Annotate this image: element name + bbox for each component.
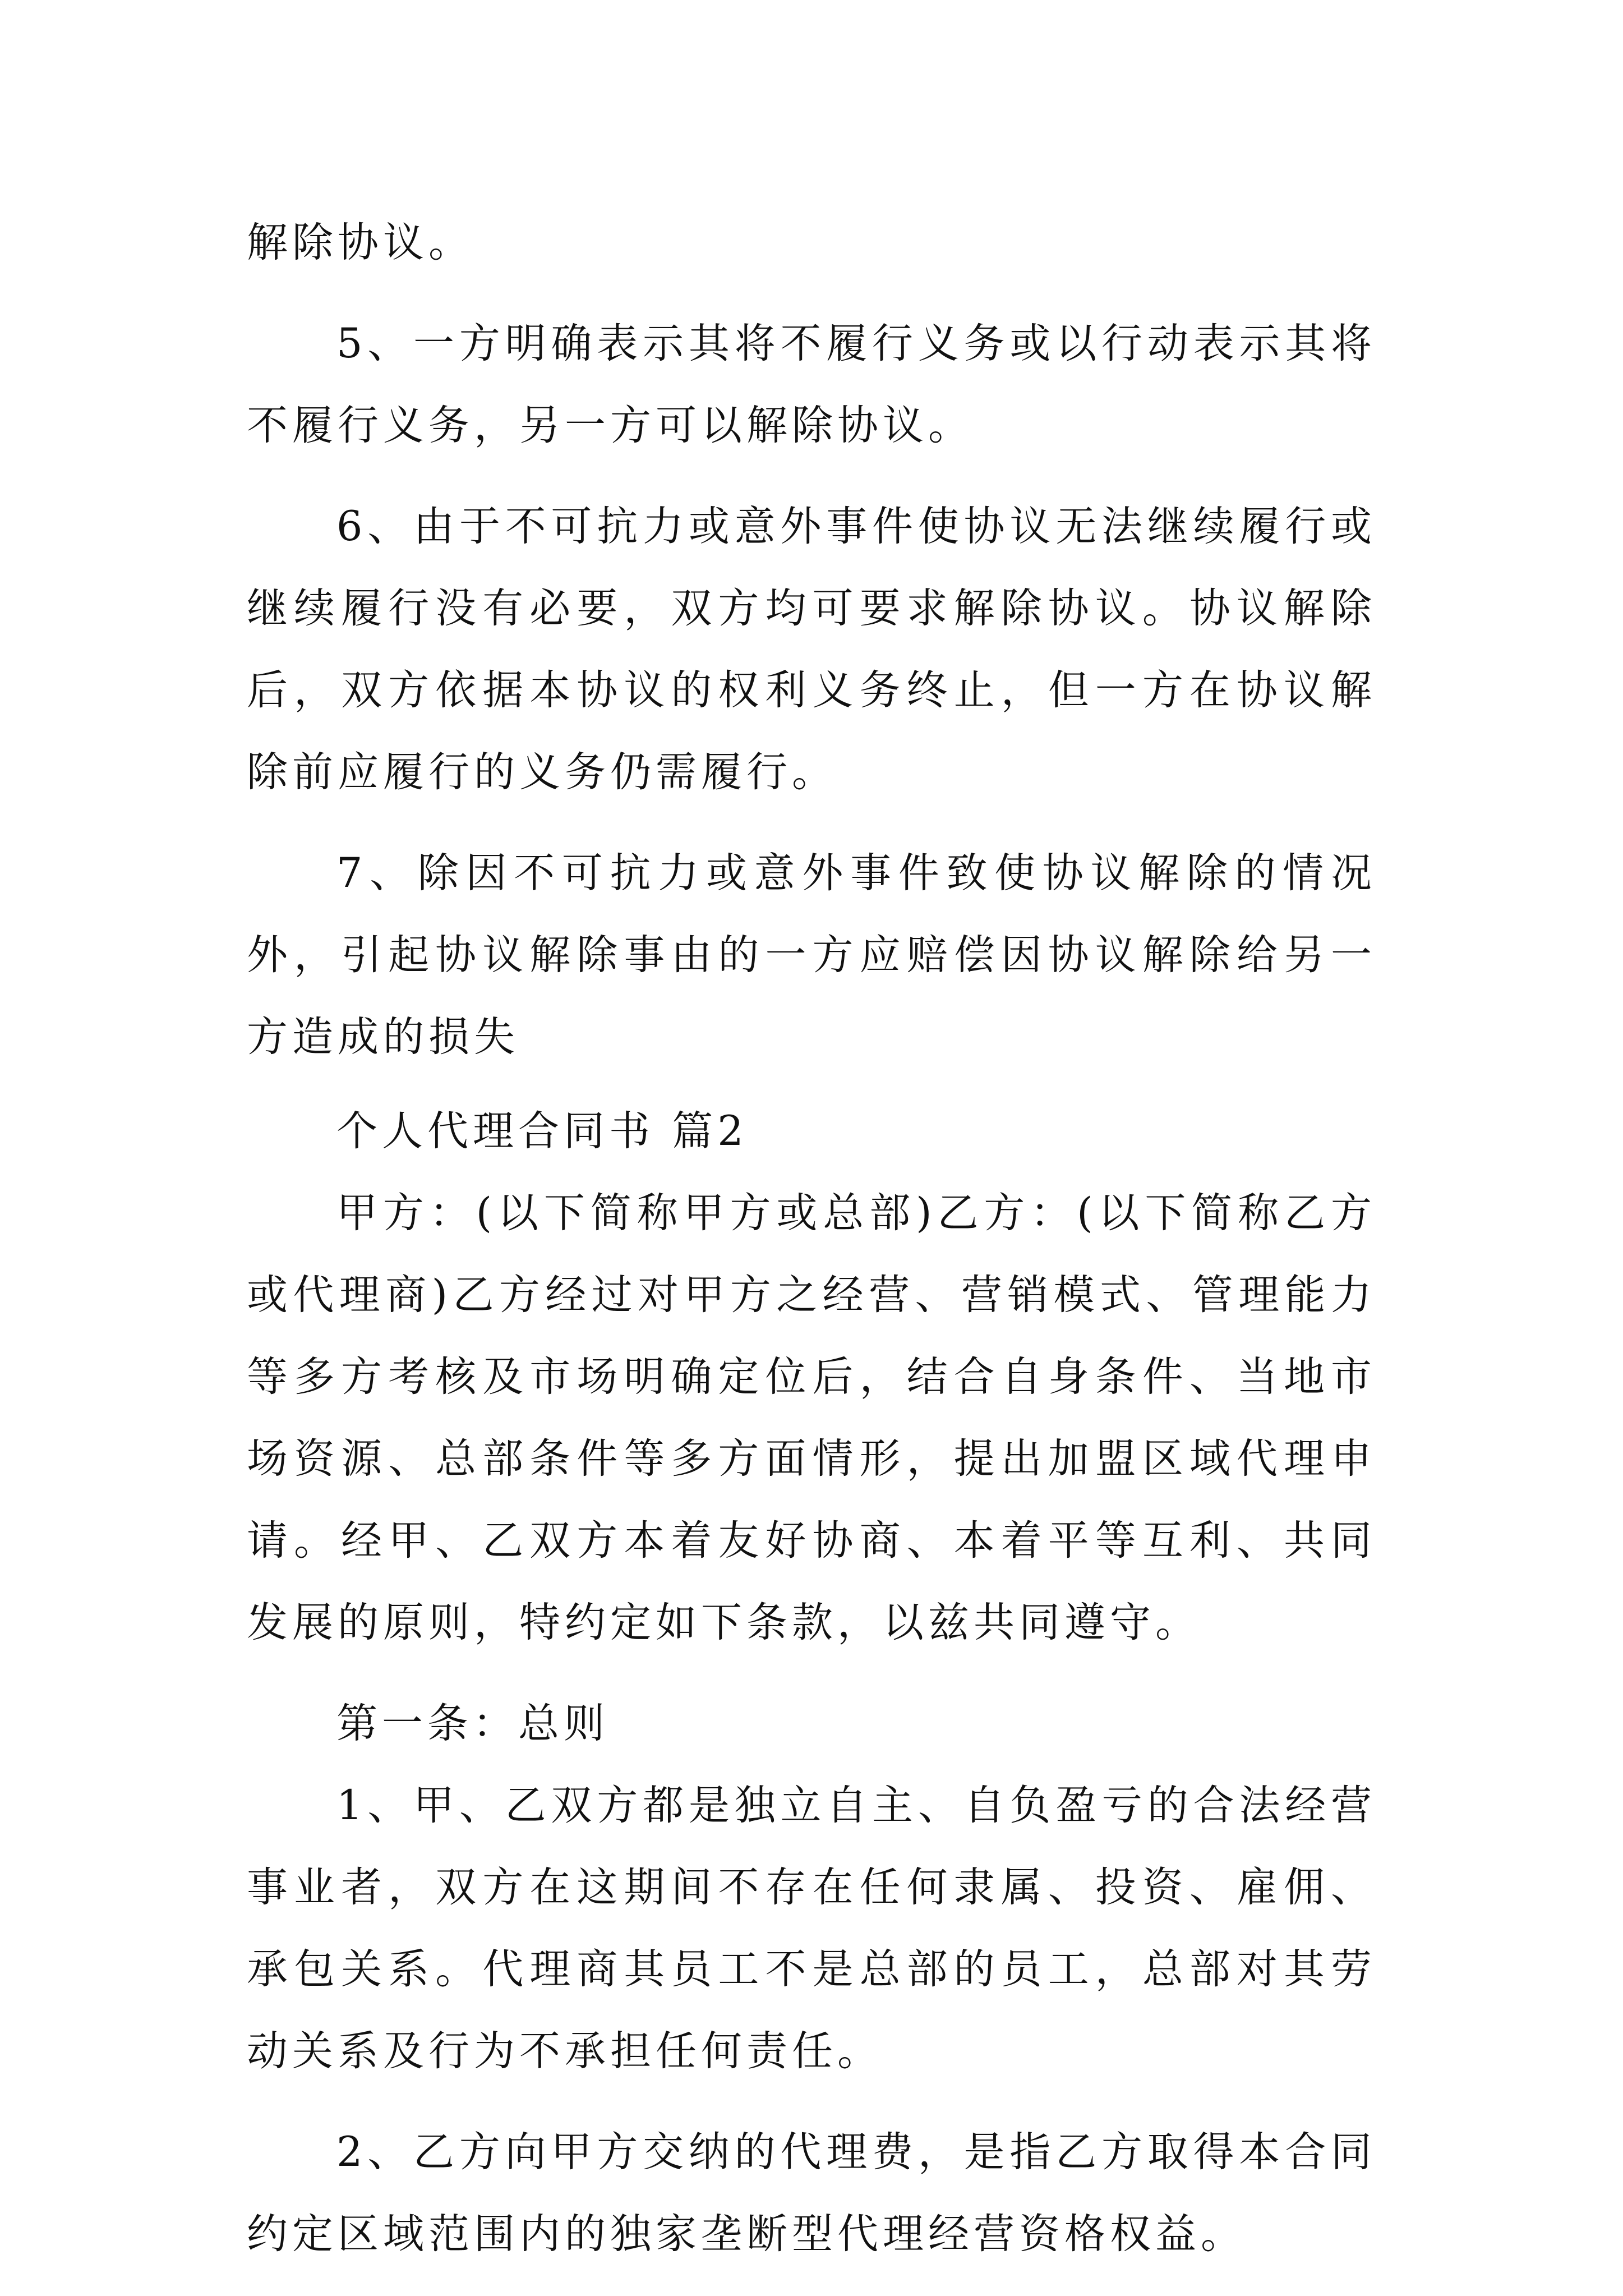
paragraph-parties-intro: 甲方：(以下简称甲方或总部)乙方：(以下简称乙方或代理商)乙方经过对甲方之经营、营销模式、管理能力等多方考核及市场明确定位后，结合自身条件、当地市场资源、总部条件等多方面情形，提出加盟区域代理申请。经甲、乙双方本着友好协商、本着平等互利、共同发展的原则，特约定如下条款，以兹共同遵守。 [247, 1189, 1376, 1646]
paragraph-clause-5: 5、一方明确表示其将不履行义务或以行动表示其将不履行义务，另一方可以解除协议。 [247, 320, 1376, 449]
paragraph-clause-7: 7、除因不可抗力或意外事件致使协议解除的情况外，引起协议解除事由的一方应赔偿因协议解除给另一方造成的损失 [247, 849, 1376, 1061]
section-heading-contract-2: 个人代理合同书 篇2 [336, 1107, 748, 1155]
paragraph-termination-end: 解除协议。 [247, 219, 474, 266]
paragraph-clause-6: 6、由于不可抗力或意外事件使协议无法继续履行或继续履行没有必要，双方均可要求解除协议。协议解除后，双方依据本协议的权利义务终止，但一方在协议解除前应履行的义务仍需履行。 [247, 503, 1376, 796]
paragraph-general-1: 1、甲、乙双方都是独立自主、自负盈亏的合法经营事业者，双方在这期间不存在任何隶属、投资、雇佣、承包关系。代理商其员工不是总部的员工，总部对其劳动关系及行为不承担任何责任。 [247, 1782, 1376, 2075]
paragraph-general-2: 2、乙方向甲方交纳的代理费，是指乙方取得本合同约定区域范围内的独家垄断型代理经营资格权益。 [247, 2128, 1376, 2258]
article-heading-general: 第一条：总则 [336, 1700, 609, 1747]
